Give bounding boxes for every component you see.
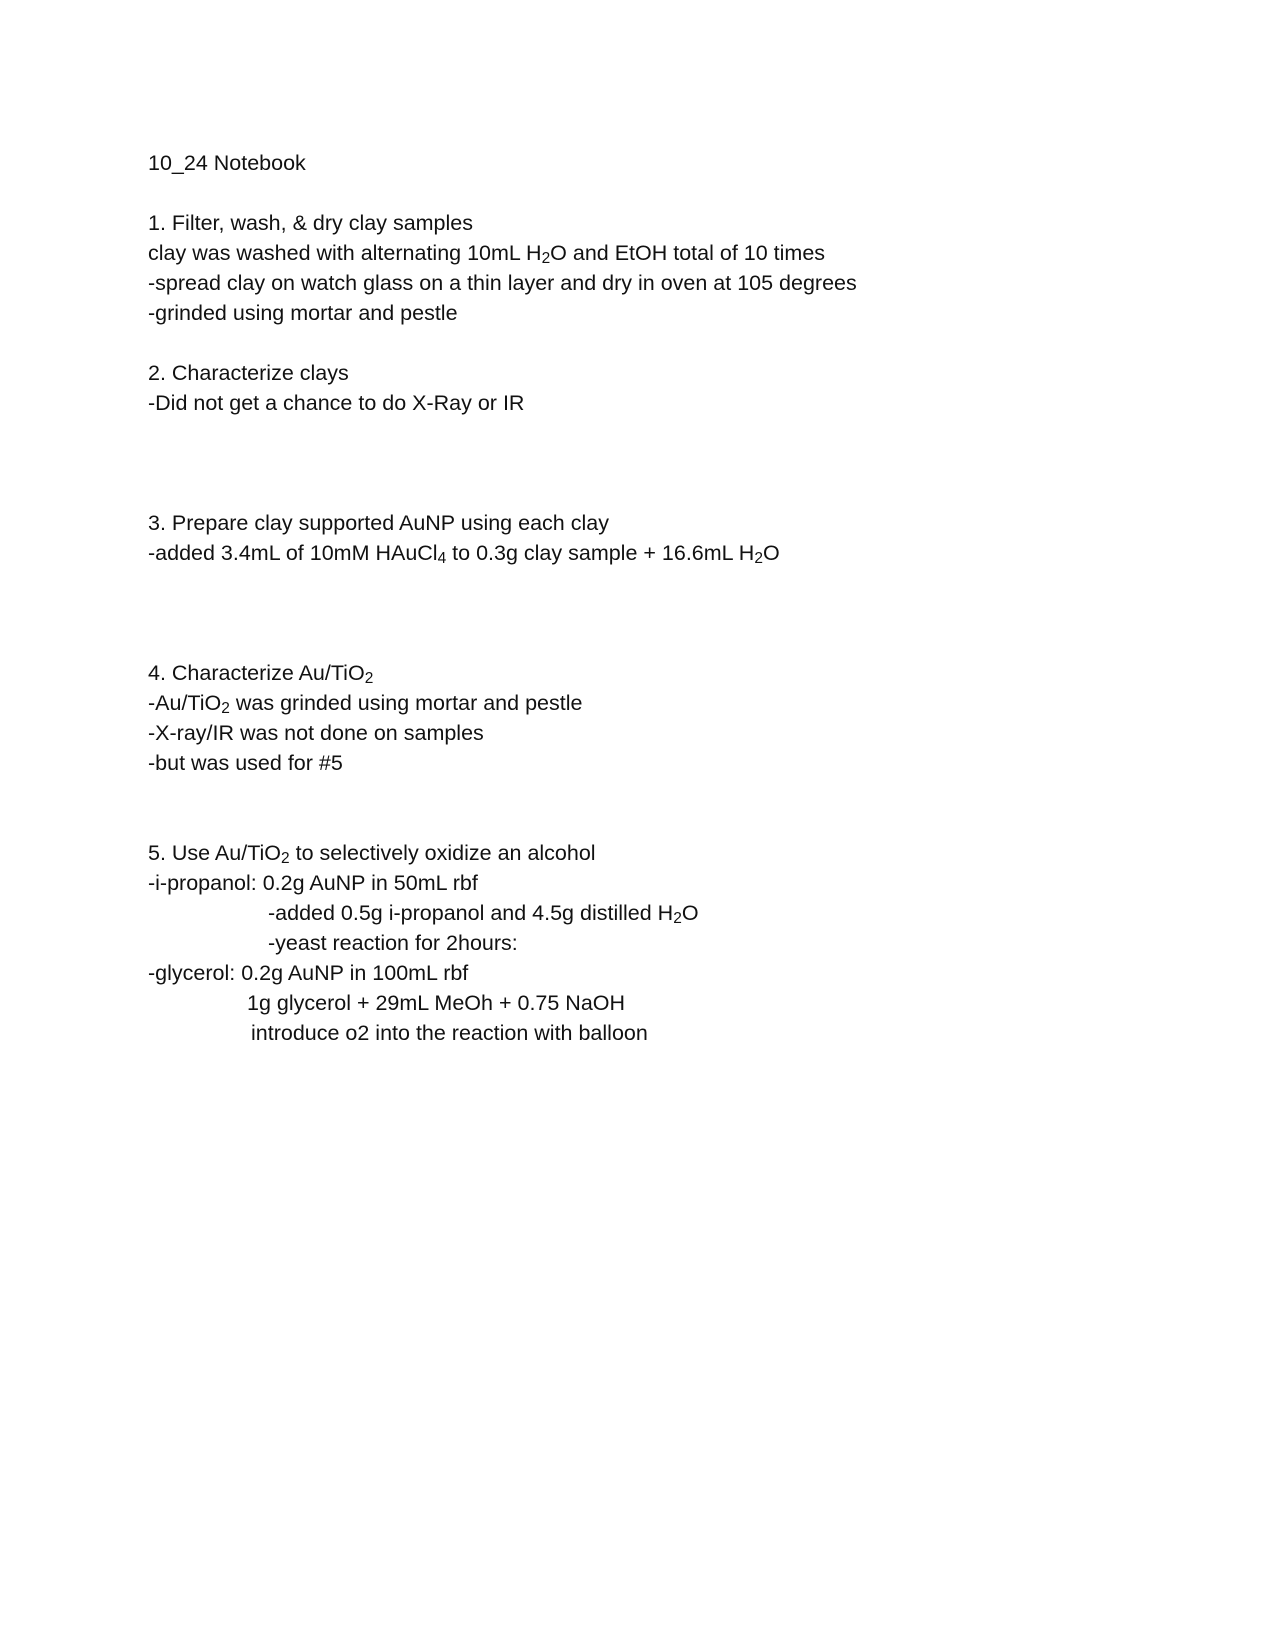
ipropanol-line: -i-propanol: 0.2g AuNP in 50mL rbf xyxy=(148,871,478,895)
subscript: 2 xyxy=(673,909,682,927)
text-run: to selectively oxidize an alcohol xyxy=(289,841,596,865)
text-run: -added 3.4mL of 10mM HAuCl xyxy=(148,541,438,565)
subscript: 2 xyxy=(754,549,763,567)
section-2-heading: 2. Characterize clays xyxy=(148,361,349,385)
text-run: O xyxy=(762,541,780,565)
text-run: -Au/TiO xyxy=(148,691,222,715)
text-run: O xyxy=(681,901,699,925)
text-run: 5. Use Au/TiO xyxy=(148,841,282,865)
page-title: 10_24 Notebook xyxy=(148,151,306,175)
text-run: to 0.3g clay sample + 16.6mL H xyxy=(446,541,755,565)
section-2-line-1: -Did not get a chance to do X-Ray or IR xyxy=(148,391,525,415)
subscript: 2 xyxy=(541,249,551,267)
text-run: clay was washed with alternating 10mL H xyxy=(148,241,542,265)
section-1-line-3: -grinded using mortar and pestle xyxy=(148,301,458,325)
section-1-heading: 1. Filter, wash, & dry clay samples xyxy=(148,211,473,235)
glycerol-step-1: 1g glycerol + 29mL MeOh + 0.75 NaOH xyxy=(247,991,626,1015)
text-run: -added 0.5g i-propanol and 4.5g distilled H xyxy=(268,901,674,925)
text-run: was grinded using mortar and pestle xyxy=(229,691,583,715)
subscript: 4 xyxy=(437,549,447,567)
subscript: 2 xyxy=(281,849,290,867)
glycerol-step-2: introduce o2 into the reaction with balloon xyxy=(251,1021,648,1045)
section-1-line-1 xyxy=(148,239,825,268)
section-3-line-1 xyxy=(148,539,780,568)
glycerol-line: -glycerol: 0.2g AuNP in 100mL rbf xyxy=(148,961,469,985)
subscript: 2 xyxy=(364,669,374,687)
subscript: 2 xyxy=(221,699,230,717)
section-1-line-2: -spread clay on watch glass on a thin layer and dry in oven at 105 degrees xyxy=(148,271,857,295)
section-5-heading xyxy=(148,839,596,868)
text-run: 4. Characterize Au/TiO xyxy=(148,661,365,685)
section-4-heading xyxy=(148,659,373,688)
ipropanol-step-1 xyxy=(268,899,699,928)
ipropanol-step-2: -yeast reaction for 2hours: xyxy=(268,931,518,955)
section-3-heading: 3. Prepare clay supported AuNP using each clay xyxy=(148,511,609,535)
section-4-line-2: -X-ray/IR was not done on samples xyxy=(148,721,484,745)
text-run: O and EtOH total of 10 times xyxy=(550,241,826,265)
section-4-line-1 xyxy=(148,689,582,718)
section-4-line-3: -but was used for #5 xyxy=(148,751,343,775)
